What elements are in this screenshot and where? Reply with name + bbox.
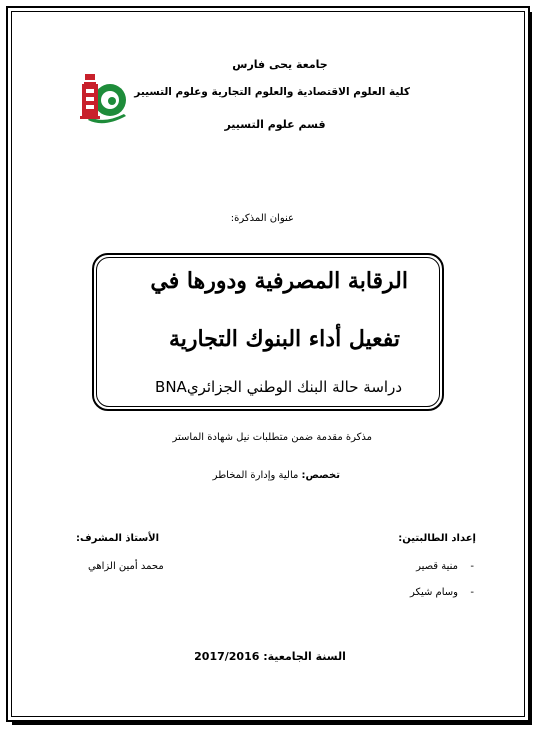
memo-title-label: عنوان المذكرة: <box>230 213 294 224</box>
case-study-subtitle: دراسة حالة البنك الوطني الجزائريBNA <box>155 378 402 396</box>
specialty <box>213 470 340 481</box>
department-name: قسم علوم التسيير <box>224 118 326 131</box>
specialty-value: مالية وإدارة المخاطر <box>212 470 302 481</box>
student-bullet: - <box>470 587 474 598</box>
faculty-name: كلية العلوم الاقتصادية والعلوم التجارية وعلوم التسيير <box>134 86 410 98</box>
students-label: إعداد الطالبتين: <box>398 533 476 544</box>
student-name-2: وسام شيكر <box>409 587 458 598</box>
university-logo-icon <box>74 70 132 128</box>
supervisor-label: الأستاذ المشرف: <box>76 533 160 544</box>
page-shadow-right <box>528 12 532 724</box>
page-shadow-bottom <box>12 721 532 725</box>
thesis-title-line-1: الرقابة المصرفية ودورها في <box>150 268 408 294</box>
academic-year: السنة الجامعية: 2017/2016 <box>194 650 346 663</box>
supervisor-name: محمد أمين الزاهي <box>88 561 164 572</box>
student-name-1: منية قصير <box>416 561 458 572</box>
university-name: جامعة يحى فارس <box>232 58 328 71</box>
degree-requirement-note: مذكرة مقدمة ضمن متطلبات نيل شهادة الماستر <box>172 432 372 443</box>
thesis-title-line-2: تفعيل أداء البنوك التجارية <box>169 326 400 352</box>
specialty-label: تخصص: <box>301 470 340 481</box>
student-bullet: - <box>470 561 474 572</box>
